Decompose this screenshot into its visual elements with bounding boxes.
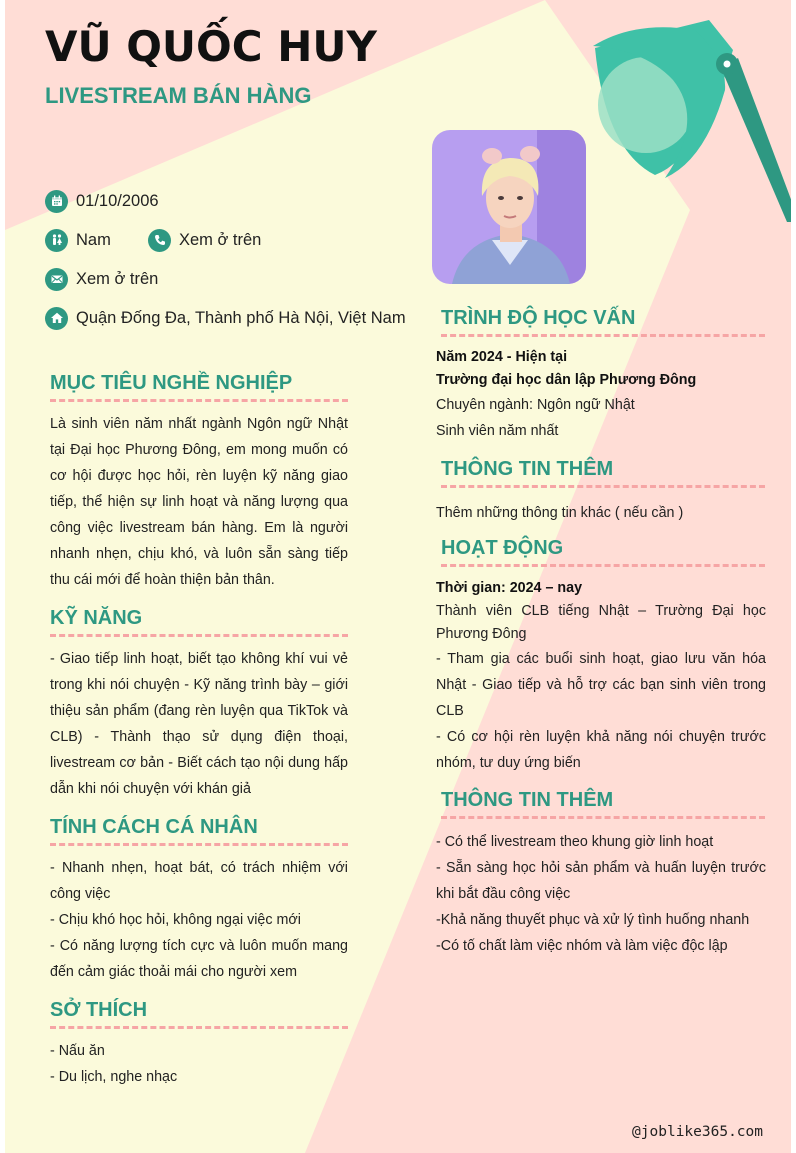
education-school: Trường đại học dân lập Phương Đông: [436, 372, 697, 388]
gender-icon: [45, 229, 68, 252]
cv-page: [5, 0, 791, 1153]
address-row: [45, 305, 406, 331]
personality-item: - Chịu khó học hỏi, không ngại việc mới: [50, 912, 301, 928]
email-row: [45, 266, 158, 292]
mail-icon: [45, 268, 68, 291]
watermark-text: @joblike365.com: [632, 1124, 763, 1140]
education-title: TRÌNH ĐỘ HỌC VẤN: [441, 307, 636, 329]
email-value: Xem ở trên: [76, 269, 159, 288]
section-divider: [441, 816, 765, 819]
extra-info-text: Thêm những thông tin khác ( nếu cần ): [436, 505, 684, 521]
extra-info-item: - Sẵn sàng học hỏi sản phẩm và huấn luyện trước khi bắt đầu công việc: [436, 860, 766, 902]
hobby-item: - Nấu ăn: [50, 1043, 105, 1059]
phone-icon: [148, 229, 171, 252]
activity-item: - Tham gia các buổi sinh hoạt, giao lưu văn hóa Nhật - Giao tiếp và hỗ trợ các bạn sinh viên trong CLB: [436, 651, 766, 719]
activities-details: [436, 577, 766, 776]
education-period: Năm 2024 - Hiện tại: [436, 349, 568, 365]
birthday-row: [45, 188, 159, 214]
skills-title: KỸ NĂNG: [50, 607, 143, 629]
education-section: [441, 307, 765, 337]
birthday-value: 01/10/2006: [76, 191, 159, 210]
education-major: Chuyên ngành: Ngôn ngữ Nhật: [436, 397, 635, 413]
activities-time: Thời gian: 2024 – nay: [436, 580, 583, 596]
hobby-item: - Du lịch, nghe nhạc: [50, 1069, 178, 1085]
extra-info-section-1: [441, 458, 765, 488]
extra-info-section-2: [441, 789, 765, 819]
activity-item: Thành viên CLB tiếng Nhật – Trường Đại học Phương Đông: [436, 603, 766, 642]
phone-row: [148, 227, 261, 253]
objective-title: MỤC TIÊU NGHỀ NGHIỆP: [50, 372, 293, 394]
skills-section: [50, 607, 348, 802]
section-divider: [441, 334, 765, 337]
section-divider: [50, 399, 348, 402]
education-details: [436, 346, 766, 444]
personality-section: [50, 816, 348, 985]
calendar-icon: [45, 190, 68, 213]
activities-section: [441, 537, 765, 567]
section-divider: [50, 1026, 348, 1029]
objective-text: Là sinh viên năm nhất ngành Ngôn ngữ Nhật tại Đại học Phương Đông, em mong muốn có cơ hội được học hỏi, rèn luyện kỹ năng giao tiếp, thể hiện sự linh hoạt và năng lượng qua công việc livestream bán hàng. Em là người nhanh nhẹn, chịu khó, và luôn sẵn sàng tiếp thu cái mới để hoàn thiện bản thân.: [50, 416, 348, 588]
extra-info-title: THÔNG TIN THÊM: [441, 458, 614, 480]
activity-item: - Có cơ hội rèn luyện khả năng nói chuyện trước nhóm, tư duy ứng biến: [436, 729, 766, 771]
extra-info-item: - Có thể livestream theo khung giờ linh hoạt: [436, 834, 714, 850]
education-status: Sinh viên năm nhất: [436, 423, 559, 439]
section-divider: [50, 634, 348, 637]
gender-value: Nam: [76, 230, 111, 249]
hobbies-title: SỞ THÍCH: [50, 999, 148, 1021]
extra-info-title: THÔNG TIN THÊM: [441, 789, 614, 811]
address-value: Quận Đống Đa, Thành phố Hà Nội, Việt Nam: [76, 308, 406, 327]
gender-row: [45, 227, 111, 253]
home-icon: [45, 307, 68, 330]
lamp-joint-dot: [724, 61, 731, 68]
extra-info-item: -Có tố chất làm việc nhóm và làm việc độc lập: [436, 938, 728, 954]
person-name: VŨ QUỐC HUY: [45, 22, 377, 71]
extra-info-list: [436, 829, 766, 959]
skills-text: - Giao tiếp linh hoạt, biết tạo không khí vui vẻ trong khi nói chuyện - Kỹ năng trình bày – giới thiệu sản phẩm (đang rèn luyện qua TikTok và CLB) - Thành thạo sử dụng điện thoại, livestream cơ bản - Biết cách tạo nội dung hấp dẫn khi nói chuyện với khán giả: [50, 651, 348, 797]
lamp-arm: [721, 58, 791, 222]
objective-section: [50, 372, 348, 593]
section-divider: [50, 843, 348, 846]
section-divider: [441, 485, 765, 488]
section-divider: [441, 564, 765, 567]
hobbies-section: [50, 999, 348, 1090]
personality-item: - Nhanh nhẹn, hoạt bát, có trách nhiệm với công việc: [50, 860, 348, 902]
extra-info-item: -Khả năng thuyết phục và xử lý tình huống nhanh: [436, 912, 750, 928]
activities-title: HOẠT ĐỘNG: [441, 537, 564, 559]
personality-item: - Có năng lượng tích cực và luôn muốn mang đến cảm giác thoải mái cho người xem: [50, 938, 348, 980]
personality-title: TÍNH CÁCH CÁ NHÂN: [50, 816, 258, 838]
avatar: [432, 130, 586, 284]
phone-value: Xem ở trên: [179, 230, 262, 249]
job-title: LIVESTREAM BÁN HÀNG: [45, 83, 312, 108]
